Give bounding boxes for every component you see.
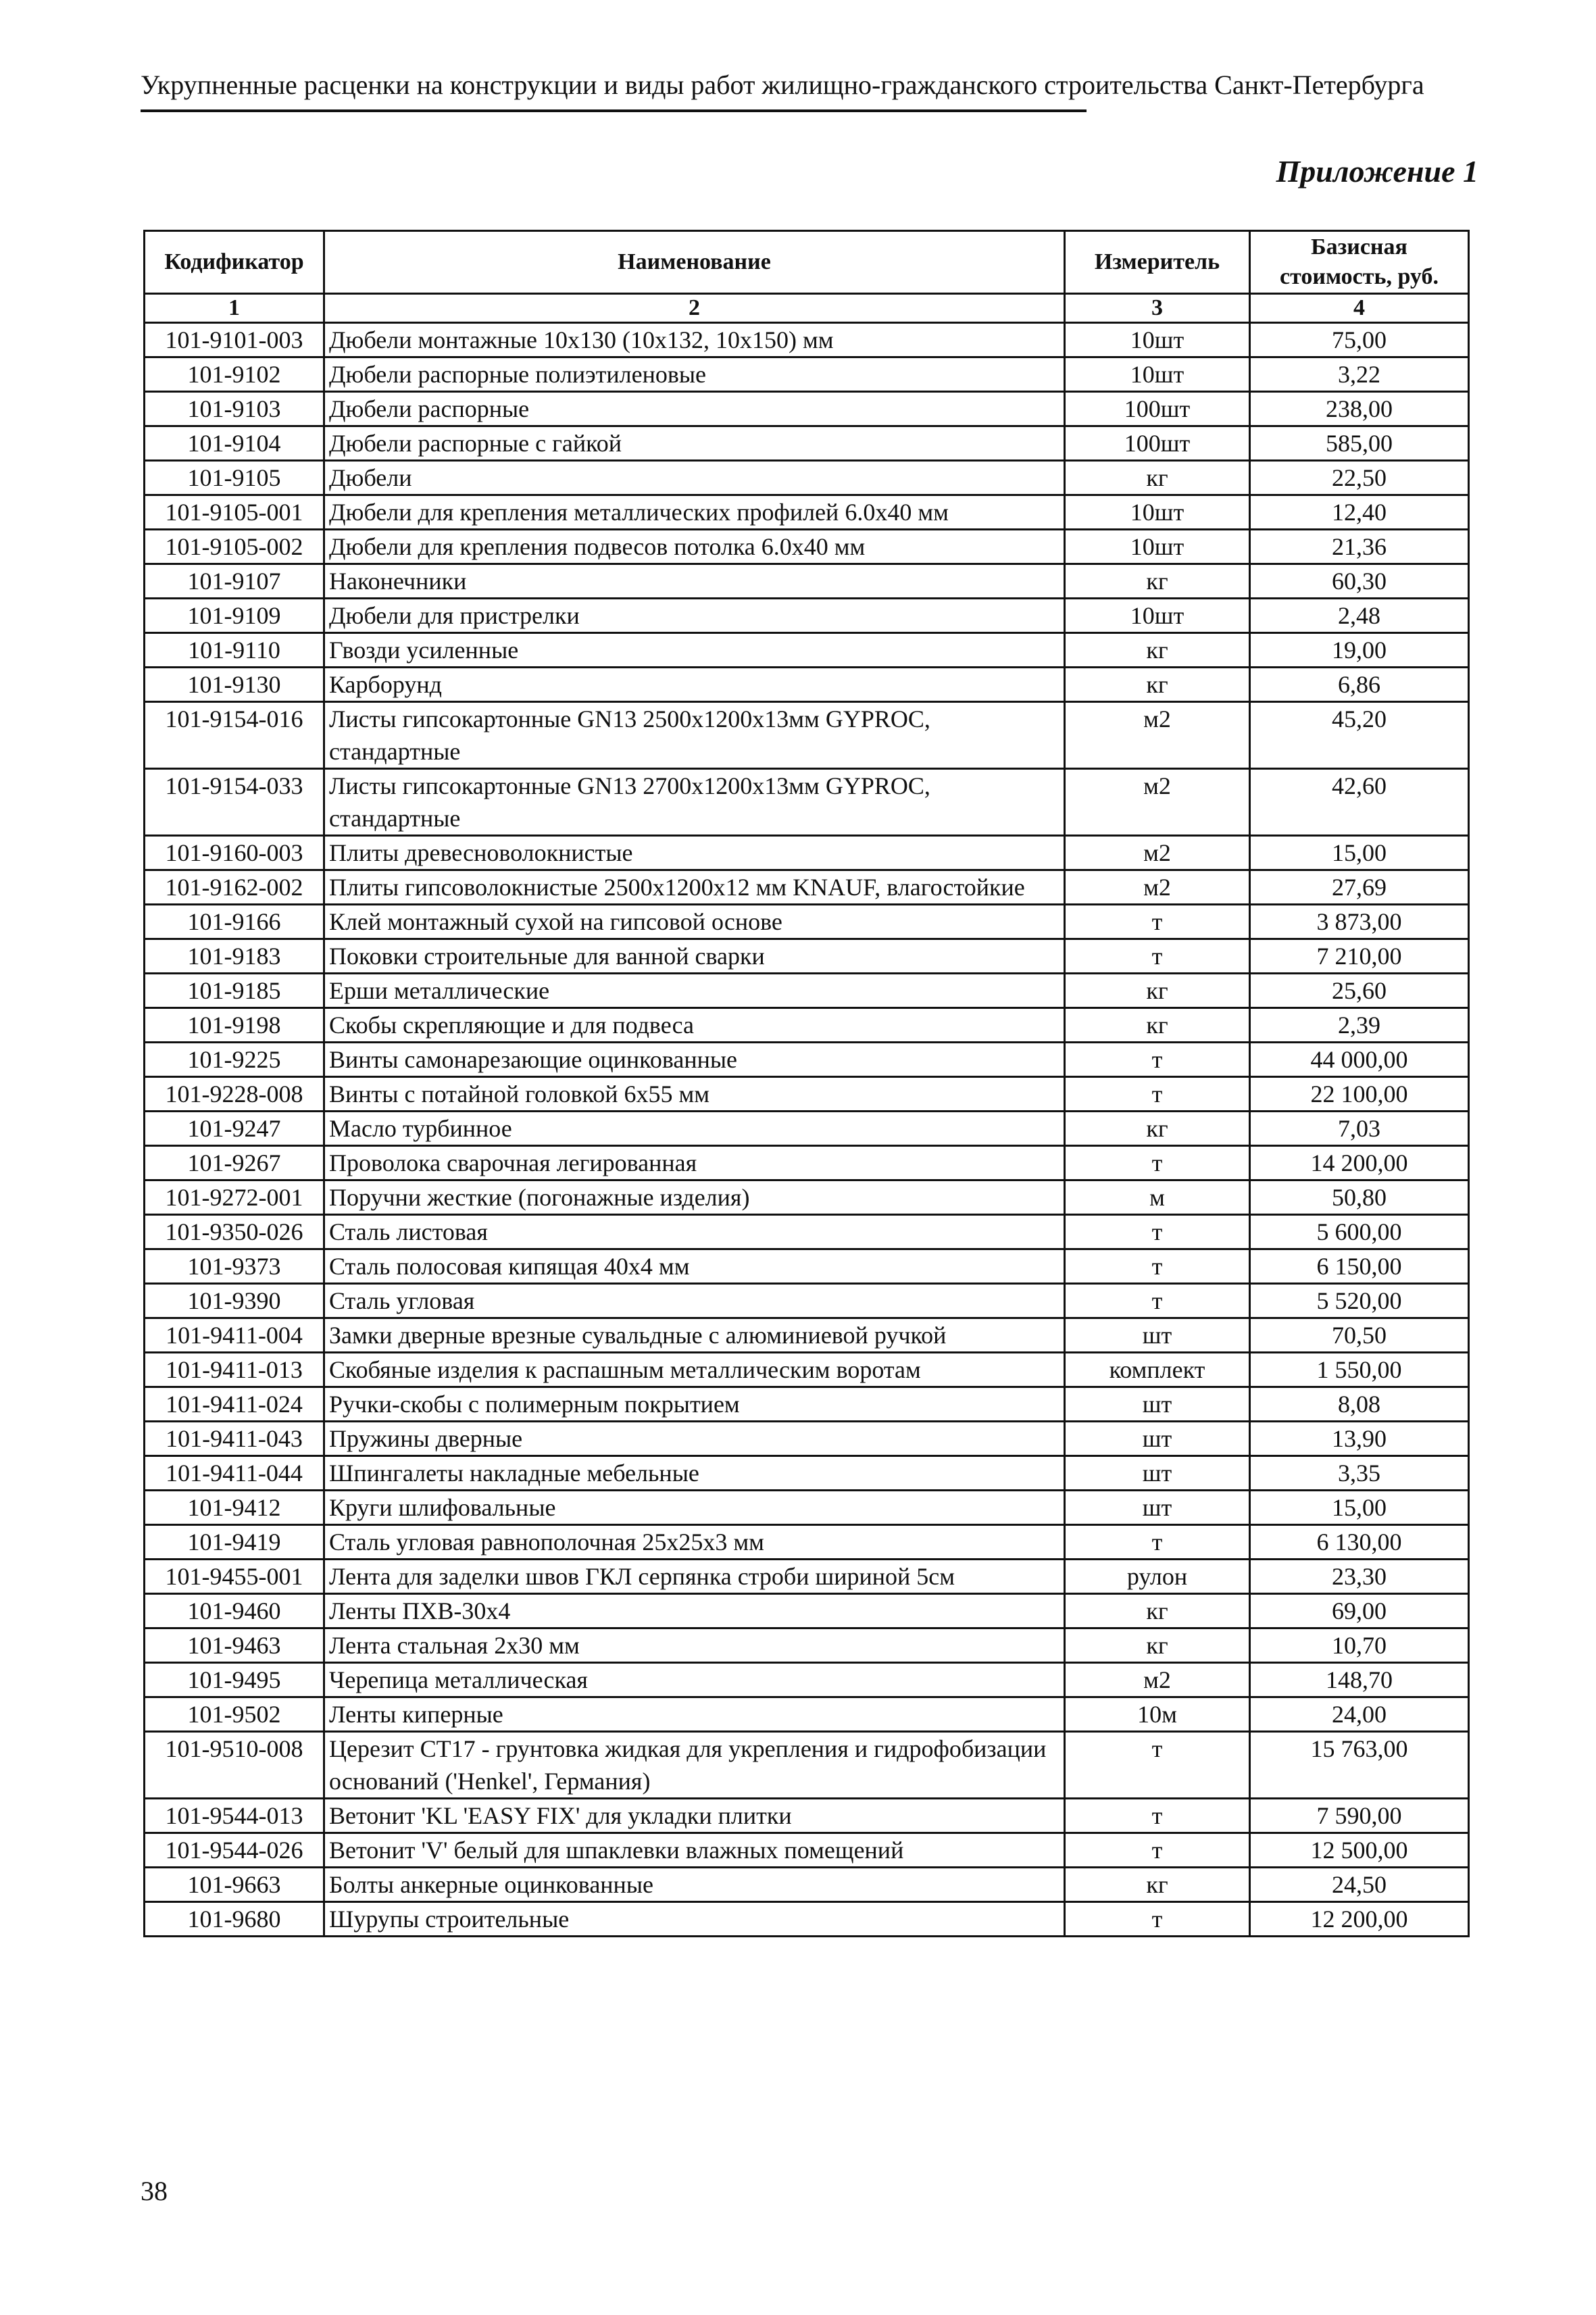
name-cell: Замки дверные врезные сувальдные с алюминиевой ручкой (324, 1318, 1065, 1353)
price-cell: 70,50 (1250, 1318, 1469, 1353)
name-cell: Дюбели (324, 461, 1065, 495)
unit-cell: м2 (1065, 702, 1250, 769)
name-cell: Скобяные изделия к распашным металлическим воротам (324, 1353, 1065, 1387)
table-row (145, 836, 1469, 870)
name-cell: Ленты киперные (324, 1697, 1065, 1732)
column-number-row (145, 294, 1469, 323)
name-cell: Ленты ПХВ-30х4 (324, 1594, 1065, 1628)
price-cell: 3,22 (1250, 357, 1469, 392)
table-row (145, 530, 1469, 564)
name-cell: Винты с потайной головкой 6х55 мм (324, 1077, 1065, 1112)
name-cell: Дюбели для крепления металлических профилей 6.0х40 мм (324, 495, 1065, 530)
code-cell: 101-9373 (145, 1249, 324, 1284)
name-cell: Круги шлифовальные (324, 1491, 1065, 1525)
unit-cell: 10шт (1065, 530, 1250, 564)
price-cell: 44 000,00 (1250, 1043, 1469, 1077)
table-row (145, 323, 1469, 357)
code-cell: 101-9247 (145, 1112, 324, 1146)
name-cell: Дюбели для пристрелки (324, 599, 1065, 633)
price-cell: 13,90 (1250, 1422, 1469, 1456)
code-cell: 101-9185 (145, 974, 324, 1008)
price-cell: 5 520,00 (1250, 1284, 1469, 1318)
table-row (145, 495, 1469, 530)
name-cell: Сталь угловая равнополочная 25х25х3 мм (324, 1525, 1065, 1560)
code-cell: 101-9198 (145, 1008, 324, 1043)
name-cell: Скобы скрепляющие и для подвеса (324, 1008, 1065, 1043)
unit-cell: т (1065, 1215, 1250, 1249)
table-row (145, 392, 1469, 426)
price-cell: 42,60 (1250, 769, 1469, 836)
unit-cell: м2 (1065, 1663, 1250, 1697)
price-cell: 2,48 (1250, 599, 1469, 633)
price-cell: 6 130,00 (1250, 1525, 1469, 1560)
table-row (145, 1353, 1469, 1387)
page-number: 38 (141, 2176, 168, 2206)
code-cell: 101-9162-002 (145, 870, 324, 905)
column-number: 4 (1250, 294, 1469, 323)
unit-cell: 10шт (1065, 599, 1250, 633)
code-cell: 101-9502 (145, 1697, 324, 1732)
name-cell: Шурупы строительные (324, 1902, 1065, 1937)
unit-cell: кг (1065, 1008, 1250, 1043)
column-header-name: Наименование (324, 231, 1065, 294)
name-cell: Шпингалеты накладные мебельные (324, 1456, 1065, 1491)
unit-cell: т (1065, 1077, 1250, 1112)
table-row (145, 1833, 1469, 1868)
code-cell: 101-9105-002 (145, 530, 324, 564)
code-cell: 101-9105-001 (145, 495, 324, 530)
price-cell: 25,60 (1250, 974, 1469, 1008)
price-cell: 12 200,00 (1250, 1902, 1469, 1937)
name-cell: Дюбели монтажные 10х130 (10х132, 10х150) мм (324, 323, 1065, 357)
name-cell: Наконечники (324, 564, 1065, 599)
table-row (145, 974, 1469, 1008)
name-cell: Дюбели для крепления подвесов потолка 6.0х40 мм (324, 530, 1065, 564)
price-cell: 50,80 (1250, 1180, 1469, 1215)
code-cell: 101-9166 (145, 905, 324, 939)
price-cell: 45,20 (1250, 702, 1469, 769)
price-cell: 19,00 (1250, 633, 1469, 668)
price-cell: 21,36 (1250, 530, 1469, 564)
name-cell: Пружины дверные (324, 1422, 1065, 1456)
code-cell: 101-9350-026 (145, 1215, 324, 1249)
name-cell: Листы гипсокартонные GN13 2500х1200х13мм GYPROC, стандартные (324, 702, 1065, 769)
column-header-code: Кодификатор (145, 231, 324, 294)
table-row (145, 1594, 1469, 1628)
unit-cell: м (1065, 1180, 1250, 1215)
code-cell: 101-9109 (145, 599, 324, 633)
code-cell: 101-9411-013 (145, 1353, 324, 1387)
price-cell: 75,00 (1250, 323, 1469, 357)
code-cell: 101-9101-003 (145, 323, 324, 357)
column-number: 3 (1065, 294, 1250, 323)
column-number: 2 (324, 294, 1065, 323)
code-cell: 101-9228-008 (145, 1077, 324, 1112)
unit-cell: т (1065, 1799, 1250, 1833)
price-cell: 24,00 (1250, 1697, 1469, 1732)
table-row (145, 1491, 1469, 1525)
code-cell: 101-9105 (145, 461, 324, 495)
price-cell: 27,69 (1250, 870, 1469, 905)
unit-cell: шт (1065, 1491, 1250, 1525)
code-cell: 101-9267 (145, 1146, 324, 1180)
name-cell: Листы гипсокартонные GN13 2700х1200х13мм GYPROC, стандартные (324, 769, 1065, 836)
unit-cell: шт (1065, 1387, 1250, 1422)
table-body (145, 323, 1469, 1937)
price-cell: 14 200,00 (1250, 1146, 1469, 1180)
code-cell: 101-9102 (145, 357, 324, 392)
code-cell: 101-9544-013 (145, 1799, 324, 1833)
appendix-label: Приложение 1 (1276, 154, 1478, 189)
price-cell: 7 590,00 (1250, 1799, 1469, 1833)
unit-cell: кг (1065, 564, 1250, 599)
unit-cell: т (1065, 1732, 1250, 1799)
unit-cell: м2 (1065, 870, 1250, 905)
unit-cell: шт (1065, 1456, 1250, 1491)
code-cell: 101-9463 (145, 1628, 324, 1663)
unit-cell: 10м (1065, 1697, 1250, 1732)
code-cell: 101-9225 (145, 1043, 324, 1077)
table-row (145, 1799, 1469, 1833)
code-cell: 101-9154-016 (145, 702, 324, 769)
price-cell: 148,70 (1250, 1663, 1469, 1697)
table-row (145, 668, 1469, 702)
unit-cell: 100шт (1065, 426, 1250, 461)
unit-cell: кг (1065, 1112, 1250, 1146)
name-cell: Черепица металлическая (324, 1663, 1065, 1697)
header-rule (141, 109, 1087, 112)
running-header: Укрупненные расценки на конструкции и виды работ жилищно-гражданского строительства Санкт-Петербурга (141, 70, 1424, 100)
table-row (145, 1249, 1469, 1284)
price-cell: 585,00 (1250, 426, 1469, 461)
unit-cell: т (1065, 939, 1250, 974)
code-cell: 101-9544-026 (145, 1833, 324, 1868)
code-cell: 101-9495 (145, 1663, 324, 1697)
code-cell: 101-9104 (145, 426, 324, 461)
table-row (145, 939, 1469, 974)
table-row (145, 1456, 1469, 1491)
name-cell: Гвозди усиленные (324, 633, 1065, 668)
table-header-row (145, 231, 1469, 294)
table-row (145, 1077, 1469, 1112)
table-row (145, 702, 1469, 769)
column-header-price: Базисная стоимость, руб. (1250, 231, 1469, 294)
code-cell: 101-9411-043 (145, 1422, 324, 1456)
name-cell: Лента для заделки швов ГКЛ серпянка строби шириной 5см (324, 1560, 1065, 1594)
unit-cell: кг (1065, 974, 1250, 1008)
name-cell: Поковки строительные для ванной сварки (324, 939, 1065, 974)
price-cell: 2,39 (1250, 1008, 1469, 1043)
price-cell: 7,03 (1250, 1112, 1469, 1146)
unit-cell: т (1065, 905, 1250, 939)
name-cell: Масло турбинное (324, 1112, 1065, 1146)
table-row (145, 1318, 1469, 1353)
table-row (145, 1043, 1469, 1077)
code-cell: 101-9160-003 (145, 836, 324, 870)
name-cell: Дюбели распорные (324, 392, 1065, 426)
unit-cell: комплект (1065, 1353, 1250, 1387)
unit-cell: т (1065, 1284, 1250, 1318)
price-cell: 5 600,00 (1250, 1215, 1469, 1249)
name-cell: Поручни жесткие (погонажные изделия) (324, 1180, 1065, 1215)
code-cell: 101-9663 (145, 1868, 324, 1902)
column-header-unit: Измеритель (1065, 231, 1250, 294)
price-cell: 238,00 (1250, 392, 1469, 426)
unit-cell: т (1065, 1146, 1250, 1180)
name-cell: Винты самонарезающие оцинкованные (324, 1043, 1065, 1077)
unit-cell: т (1065, 1902, 1250, 1937)
table-row (145, 1008, 1469, 1043)
price-cell: 22 100,00 (1250, 1077, 1469, 1112)
name-cell: Болты анкерные оцинкованные (324, 1868, 1065, 1902)
price-cell: 3 873,00 (1250, 905, 1469, 939)
table-row (145, 1732, 1469, 1799)
price-cell: 15 763,00 (1250, 1732, 1469, 1799)
code-cell: 101-9272-001 (145, 1180, 324, 1215)
table-row (145, 1180, 1469, 1215)
name-cell: Клей монтажный сухой на гипсовой основе (324, 905, 1065, 939)
code-cell: 101-9390 (145, 1284, 324, 1318)
price-cell: 6,86 (1250, 668, 1469, 702)
name-cell: Дюбели распорные полиэтиленовые (324, 357, 1065, 392)
unit-cell: м2 (1065, 769, 1250, 836)
code-cell: 101-9460 (145, 1594, 324, 1628)
code-cell: 101-9154-033 (145, 769, 324, 836)
price-cell: 8,08 (1250, 1387, 1469, 1422)
unit-cell: т (1065, 1525, 1250, 1560)
unit-cell: 10шт (1065, 357, 1250, 392)
unit-cell: 10шт (1065, 323, 1250, 357)
name-cell: Сталь листовая (324, 1215, 1065, 1249)
table-row (145, 1628, 1469, 1663)
name-cell: Сталь полосовая кипящая 40х4 мм (324, 1249, 1065, 1284)
unit-cell: кг (1065, 461, 1250, 495)
table-row (145, 1422, 1469, 1456)
table-row (145, 357, 1469, 392)
table-row (145, 1697, 1469, 1732)
unit-cell: шт (1065, 1318, 1250, 1353)
price-cell: 12 500,00 (1250, 1833, 1469, 1868)
table-row (145, 1215, 1469, 1249)
table-row (145, 1112, 1469, 1146)
code-cell: 101-9183 (145, 939, 324, 974)
table-row (145, 1146, 1469, 1180)
unit-cell: м2 (1065, 836, 1250, 870)
price-cell: 12,40 (1250, 495, 1469, 530)
unit-cell: кг (1065, 1594, 1250, 1628)
price-cell: 15,00 (1250, 1491, 1469, 1525)
code-cell: 101-9680 (145, 1902, 324, 1937)
table-row (145, 1902, 1469, 1937)
unit-cell: т (1065, 1249, 1250, 1284)
code-cell: 101-9411-044 (145, 1456, 324, 1491)
price-cell: 3,35 (1250, 1456, 1469, 1491)
code-cell: 101-9110 (145, 633, 324, 668)
unit-cell: шт (1065, 1422, 1250, 1456)
code-cell: 101-9411-024 (145, 1387, 324, 1422)
price-cell: 6 150,00 (1250, 1249, 1469, 1284)
name-cell: Карборунд (324, 668, 1065, 702)
name-cell: Лента стальная 2х30 мм (324, 1628, 1065, 1663)
unit-cell: рулон (1065, 1560, 1250, 1594)
price-cell: 69,00 (1250, 1594, 1469, 1628)
name-cell: Церезит СТ17 - грунтовка жидкая для укрепления и гидрофобизации оснований ('Henkel', Германия) (324, 1732, 1065, 1799)
code-cell: 101-9130 (145, 668, 324, 702)
code-cell: 101-9510-008 (145, 1732, 324, 1799)
table-row (145, 461, 1469, 495)
unit-cell: т (1065, 1043, 1250, 1077)
column-number: 1 (145, 294, 324, 323)
unit-cell: 10шт (1065, 495, 1250, 530)
name-cell: Ветонит 'KL 'EASY FIX' для укладки плитки (324, 1799, 1065, 1833)
unit-cell: т (1065, 1833, 1250, 1868)
price-table (143, 230, 1470, 1937)
price-cell: 7 210,00 (1250, 939, 1469, 974)
table-row (145, 1284, 1469, 1318)
unit-cell: кг (1065, 633, 1250, 668)
price-cell: 15,00 (1250, 836, 1469, 870)
code-cell: 101-9107 (145, 564, 324, 599)
unit-cell: кг (1065, 1628, 1250, 1663)
name-cell: Ветонит 'V' белый для шпаклевки влажных помещений (324, 1833, 1065, 1868)
name-cell: Ерши металлические (324, 974, 1065, 1008)
price-cell: 23,30 (1250, 1560, 1469, 1594)
table-row (145, 1387, 1469, 1422)
table-row (145, 426, 1469, 461)
name-cell: Дюбели распорные с гайкой (324, 426, 1065, 461)
name-cell: Плиты древесноволокнистые (324, 836, 1065, 870)
price-cell: 24,50 (1250, 1868, 1469, 1902)
code-cell: 101-9103 (145, 392, 324, 426)
table-row (145, 769, 1469, 836)
code-cell: 101-9412 (145, 1491, 324, 1525)
table-row (145, 1868, 1469, 1902)
name-cell: Ручки-скобы с полимерным покрытием (324, 1387, 1065, 1422)
table-row (145, 1560, 1469, 1594)
unit-cell: кг (1065, 1868, 1250, 1902)
price-cell: 60,30 (1250, 564, 1469, 599)
code-cell: 101-9455-001 (145, 1560, 324, 1594)
table-row (145, 905, 1469, 939)
price-cell: 10,70 (1250, 1628, 1469, 1663)
name-cell: Проволока сварочная легированная (324, 1146, 1065, 1180)
table-row (145, 599, 1469, 633)
unit-cell: кг (1065, 668, 1250, 702)
price-cell: 1 550,00 (1250, 1353, 1469, 1387)
price-cell: 22,50 (1250, 461, 1469, 495)
table-row (145, 1663, 1469, 1697)
name-cell: Плиты гипсоволокнистые 2500х1200х12 мм KNAUF, влагостойкие (324, 870, 1065, 905)
unit-cell: 100шт (1065, 392, 1250, 426)
table-row (145, 564, 1469, 599)
code-cell: 101-9419 (145, 1525, 324, 1560)
table-row (145, 633, 1469, 668)
code-cell: 101-9411-004 (145, 1318, 324, 1353)
table-row (145, 870, 1469, 905)
table-row (145, 1525, 1469, 1560)
name-cell: Сталь угловая (324, 1284, 1065, 1318)
